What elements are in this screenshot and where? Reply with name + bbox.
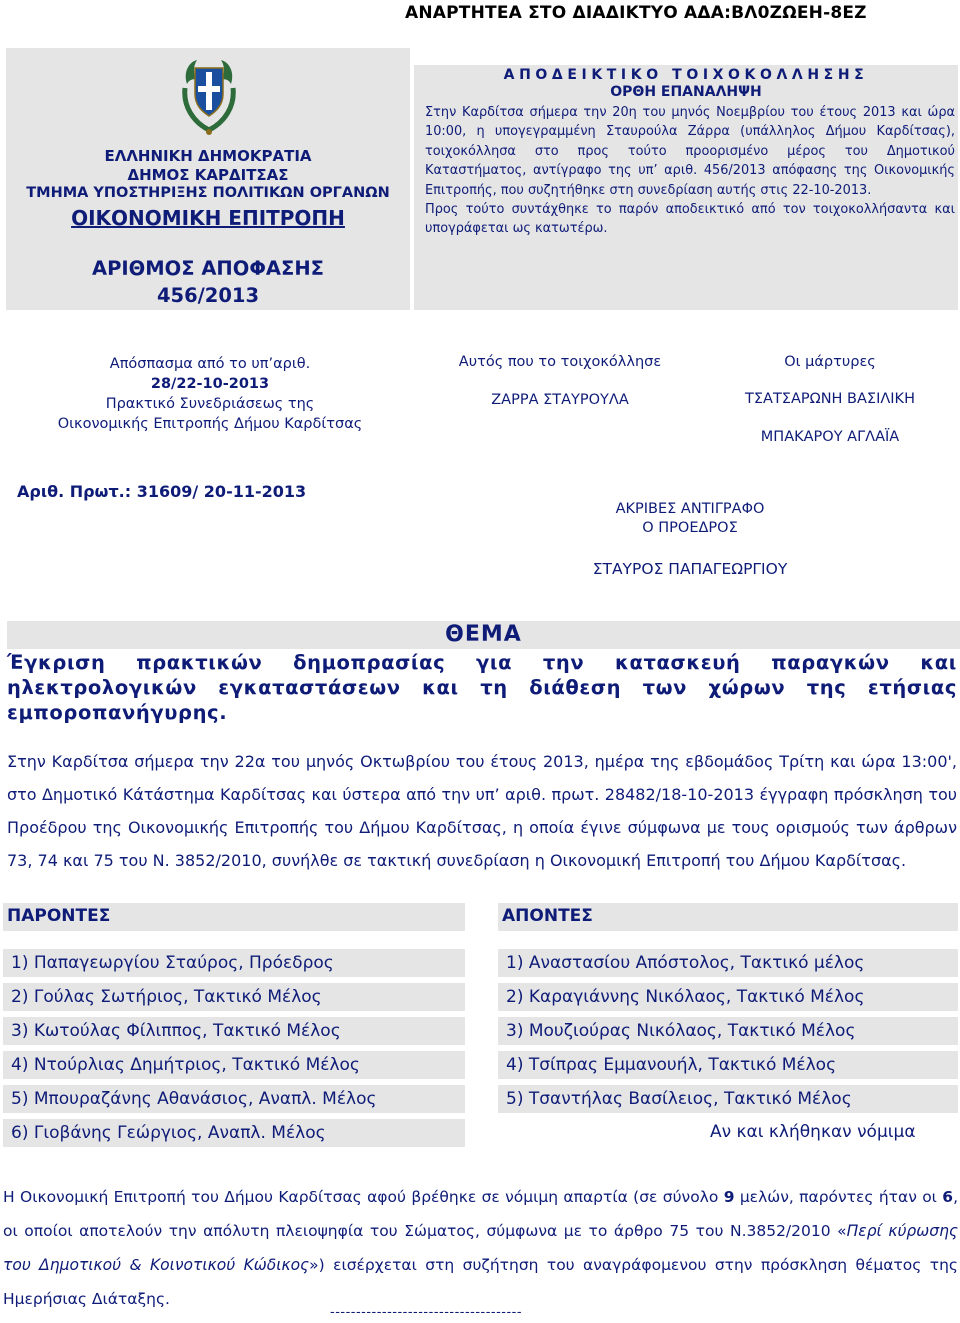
absent-member: 5) Τσαντήλας Βασίλειος, Τακτικό Μέλος: [498, 1085, 958, 1113]
header-country: ΕΛΛΗΝΙΚΗ ΔΗΜΟΚΡΑΤΙΑ: [104, 147, 312, 165]
ada-header: ΑΝΑΡΤΗΤΕΑ ΣΤΟ ΔΙΑΔΙΚΤΥΟ ΑΔΑ:ΒΛ0ΖΩΕΗ-8ΕΖ: [405, 3, 867, 23]
closing-text: Η Οικονομική Επιτροπή του Δήμου Καρδίτσας αφού βρέθηκε σε νόμιμη απαρτία (σε σύνολο: [3, 1188, 724, 1206]
closing-paragraph: [3, 1180, 958, 1316]
absent-member: 3) Μουζιούρας Νικόλαος, Τακτικό Μέλος: [498, 1017, 958, 1045]
witness-name: ΜΠΑΚΑΡΟΥ ΑΓΛΑΪΑ: [760, 429, 900, 445]
closing-total: 9: [723, 1188, 735, 1206]
present-member: 4) Ντούρλιας Δημήτριος, Τακτικό Μέλος: [3, 1051, 465, 1079]
witnesses-label: Οι μάρτυρες: [784, 354, 876, 370]
extract-number: 28/22-10-2013: [150, 376, 270, 392]
exact-copy-label: ΑΚΡΙΒΕΣ ΑΝΤΙΓΡΑΦΟ: [615, 501, 765, 517]
extract-line: Απόσπασμα από το υπ’αριθ.: [109, 356, 311, 372]
decision-number: 456/2013: [156, 284, 260, 307]
present-header: ΠΑΡΟΝΤΕΣ: [7, 906, 111, 926]
closing-law-title: Περί κύρωσης του Δημοτικού & Κοινοτικού Κώδικος: [3, 1222, 958, 1274]
greek-state-emblem-icon: [181, 54, 237, 136]
present-member: 2) Γούλας Σωτήριος, Τακτικό Μέλος: [3, 983, 465, 1011]
absent-member: 1) Αναστασίου Απόστολος, Τακτικό μέλος: [498, 949, 958, 977]
closing-text: μελών, παρόντες ήταν οι: [734, 1188, 943, 1206]
subject-text: Έγκριση πρακτικών δημοπρασίας για την κατασκευή παραγκών και ηλεκτρολογικών εγκαταστάσεων και τη διάθεση των χώρων της ετήσιας εμποροπανήγυρης.: [7, 651, 957, 724]
present-member: 3) Κωτούλας Φίλιππος, Τακτικό Μέλος: [3, 1017, 465, 1045]
absent-note: Αν και κλήθηκαν νόμιμα: [710, 1122, 916, 1142]
extract-line: Πρακτικό Συνεδριάσεως της: [105, 396, 315, 412]
separator-line: -------------------------------------: [330, 1305, 523, 1320]
header-municipality: ΔΗΜΟΣ ΚΑΡΔΙΤΣΑΣ: [127, 166, 289, 184]
certificate-subtitle: ΟΡΘΗ ΕΠΑΝΑΛΗΨΗ: [610, 84, 762, 100]
present-member: 6) Γιοβάνης Γεώργιος, Αναπλ. Μέλος: [3, 1119, 465, 1147]
certificate-paragraph: Στην Καρδίτσα σήμερα την 20η του μηνός Νοεμβρίου του έτους 2013 και ώρα 10:00, η υπογεγραμμένη Σταυρούλα Ζάρρα (υπάλληλος Δήμου Καρδίτσας), τοιχοκόλλησα στο προς τούτο προορισμένο μέρος του Δημοτικού Καταστήματος, αντίγραφο της υπ’ αριθ. 456/2013 απόφασης της Οικονομικής Επιτροπής, που συζητήθηκε στη συνεδρίαση αυτής στις 22-10-2013.: [425, 105, 955, 198]
certificate-paragraph: Προς τούτο συντάχθηκε το παρόν αποδεικτικό από τον τοιχοκολλήσαντα και υπογράφεται ως κατωτέρω.: [425, 202, 955, 237]
witness-name: ΤΣΑΤΣΑΡΩΝΗ ΒΑΣΙΛΙΚΗ: [745, 391, 915, 407]
absent-member: 4) Τσίπρας Εμμανουήλ, Τακτικό Μέλος: [498, 1051, 958, 1079]
president-title: Ο ΠΡΟΕΔΡΟΣ: [642, 520, 738, 536]
closing-present: 6: [942, 1188, 954, 1206]
present-member: 5) Μπουραζάνης Αθανάσιος, Αναπλ. Μέλος: [3, 1085, 465, 1113]
certificate-body: [425, 103, 955, 239]
extract-block: [25, 354, 395, 434]
intro-paragraph: Στην Καρδίτσα σήμερα την 22α του μηνός Οκτωβρίου του έτους 2013, ημέρα της εβδομάδος Τρίτη και ώρα 13:00', στο Δημοτικό Κάτάστημα Καρδίτσας και ύστερα από την υπ’ αριθ. πρωτ. 28482/18-10-2013 έγγραφη πρόσκληση του Προέδρου της Οικονομικής Επιτροπής του Δήμου Καρδίτσας, η οποία έγινε σύμφωνα με τους ορισμούς των άρθρων 73, 74 και 75 του Ν. 3852/2010, συνήλθε σε τακτική συνεδρίαση η Οικονομική Επιτροπή του Δήμου Καρδίτσας.: [7, 752, 957, 870]
subject-title: ΘΕΜΑ: [445, 622, 522, 647]
header-committee: ΟΙΚΟΝΟΜΙΚΗ ΕΠΙΤΡΟΠΗ: [71, 206, 345, 230]
posting-label: Αυτός που το τοιχοκόλλησε: [458, 354, 662, 370]
president-name: ΣΤΑΥΡΟΣ ΠΑΠΑΓΕΩΡΓΙΟΥ: [592, 560, 788, 578]
absent-header: ΑΠΟΝΤΕΣ: [502, 906, 593, 926]
posting-name: ΖΑΡΡΑ ΣΤΑΥΡΟΥΛΑ: [491, 392, 629, 408]
extract-line: Οικονομικής Επιτροπής Δήμου Καρδίτσας: [57, 416, 363, 432]
header-department: ΤΜΗΜΑ ΥΠΟΣΤΗΡΙΞΗΣ ΠΟΛΙΤΙΚΩΝ ΟΡΓΑΝΩΝ: [26, 185, 390, 201]
present-member: 1) Παπαγεωργίου Σταύρος, Πρόεδρος: [3, 949, 465, 977]
certificate-title: ΑΠΟΔΕΙΚΤΙΚΟ ΤΟΙΧΟΚΟΛΛΗΣΗΣ: [503, 67, 869, 83]
protocol-number: Αριθ. Πρωτ.: 31609/ 20-11-2013: [17, 482, 307, 501]
closing-text: , οι οποίοι αποτελούν την απόλυτη πλειοψηφία του Σώματος, σύμφωνα με το άρθρο 75 του Ν.3852/2010 «: [3, 1188, 958, 1240]
closing-text: ») εισέρχεται στη συζήτηση του αναγράφομενου στην πρόσκληση θέματος της Ημερήσιας Διάταξης.: [3, 1256, 958, 1308]
decision-label: ΑΡΙΘΜΟΣ ΑΠΟΦΑΣΗΣ: [92, 257, 324, 280]
absent-member: 2) Καραγιάννης Νικόλαος, Τακτικό Μέλος: [498, 983, 958, 1011]
